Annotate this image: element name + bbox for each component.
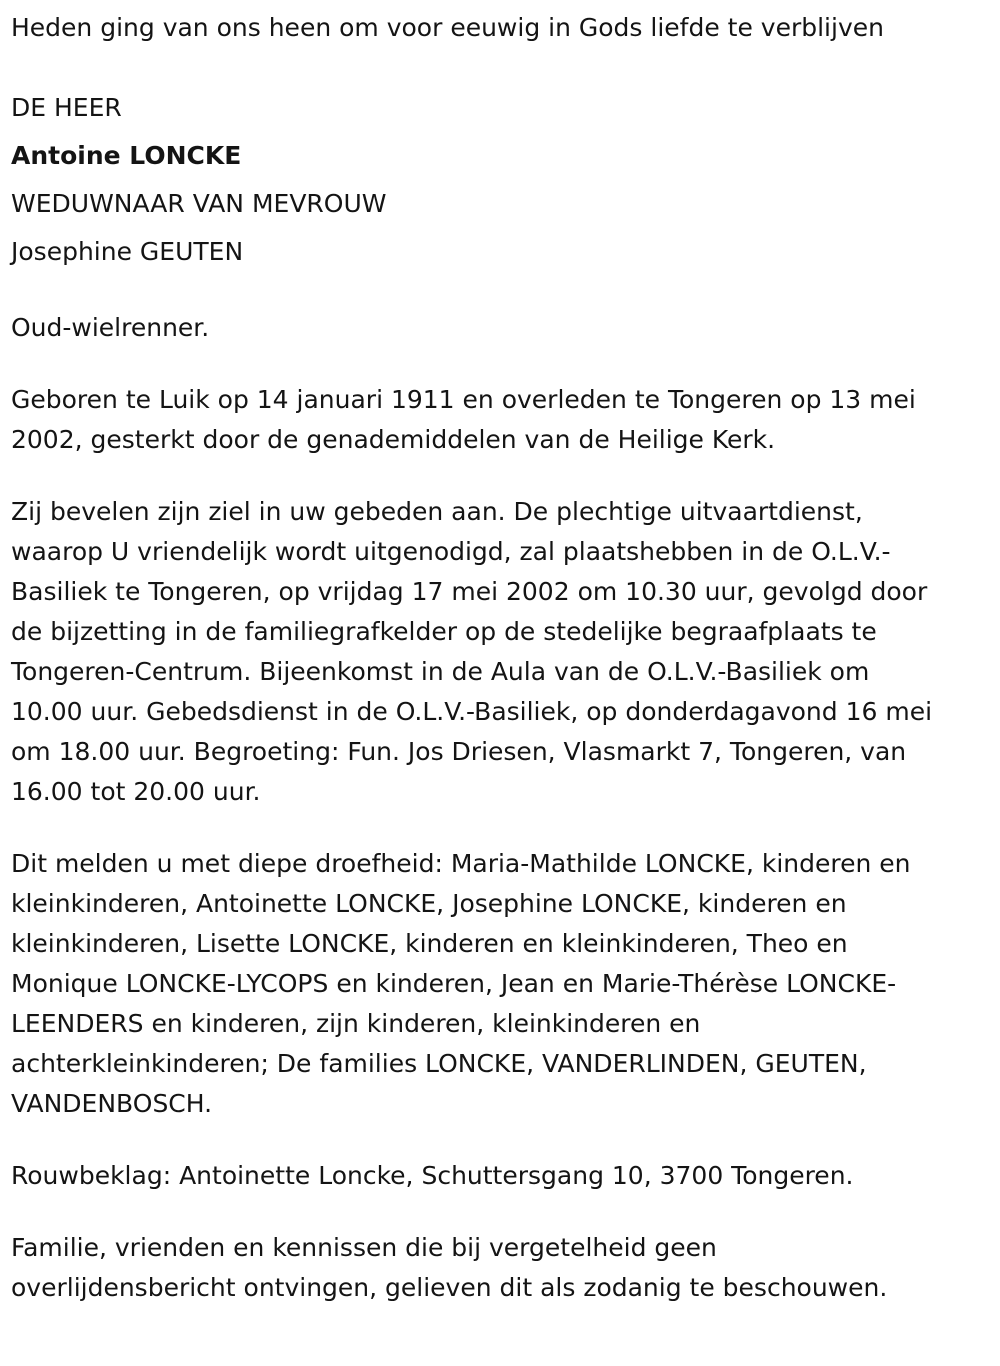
spacer <box>11 52 986 84</box>
occupation-text: Oud-wielrenner. <box>11 313 210 342</box>
intro-text: Heden ging van ons heen om voor eeuwig in Gods liefde te verblijven <box>11 13 884 42</box>
spacer <box>11 1124 986 1156</box>
family-paragraph: Dit melden u met diepe droefheid: Maria-Mathilde LONCKE, kinderen en kleinkinderen, Antoinette LONCKE, Josephine LONCKE, kinderen en kleinkinderen, Lisette LONCKE, kinderen en kleinkinderen, Theo en Monique LONCKE-LYCOPS en kinderen, Jean en Marie-Thérèse LONCKE- LEENDERS en kinderen, zijn kinderen, kleinkinderen en achterkleinkinderen; De families LONCKE, VANDERLINDEN, GEUTEN, VANDENBOSCH. <box>11 849 911 1118</box>
spacer <box>11 348 986 380</box>
relation-text: WEDUWNAAR VAN MEVROUW <box>11 189 387 218</box>
birth-death-paragraph: Geboren te Luik op 14 januari 1911 en overleden te Tongeren op 13 mei 2002, gesterkt door de genademiddelen van de Heilige Kerk. <box>11 385 916 454</box>
spacer <box>11 812 986 844</box>
condolences-address: Rouwbeklag: Antoinette Loncke, Schuttersgang 10, 3700 Tongeren. <box>11 1161 854 1190</box>
honorific: DE HEER <box>11 93 122 122</box>
spacer <box>11 276 986 308</box>
obituary-notice <box>11 4 986 1308</box>
deceased-name: Antoine LONCKE <box>11 141 242 170</box>
spouse-name: Josephine GEUTEN <box>11 237 244 266</box>
spacer <box>11 460 986 492</box>
spacer <box>11 1196 986 1228</box>
funeral-service-paragraph: Zij bevelen zijn ziel in uw gebeden aan. De plechtige uitvaartdienst, waarop U vriendelijk wordt uitgenodigd, zal plaatshebben in de O.L.V.- Basiliek te Tongeren, op vrijdag 17 mei 2002 om 10.30 uur, gevolgd door de bijzetting in de familiegrafkelder op de stedelijke begraafplaats te Tongeren-Centrum. Bijeenkomst in de Aula van de O.L.V.-Basiliek om 10.00 uur. Gebedsdienst in de O.L.V.-Basiliek, op donderdagavond 16 mei om 18.00 uur. Begroeting: Fun. Jos Driesen, Vlasmarkt 7, Tongeren, van 16.00 tot 20.00 uur. <box>11 497 933 806</box>
closing-paragraph: Familie, vrienden en kennissen die bij vergetelheid geen overlijdensbericht ontvingen, gelieven dit als zodanig te beschouwen. <box>11 1233 888 1302</box>
